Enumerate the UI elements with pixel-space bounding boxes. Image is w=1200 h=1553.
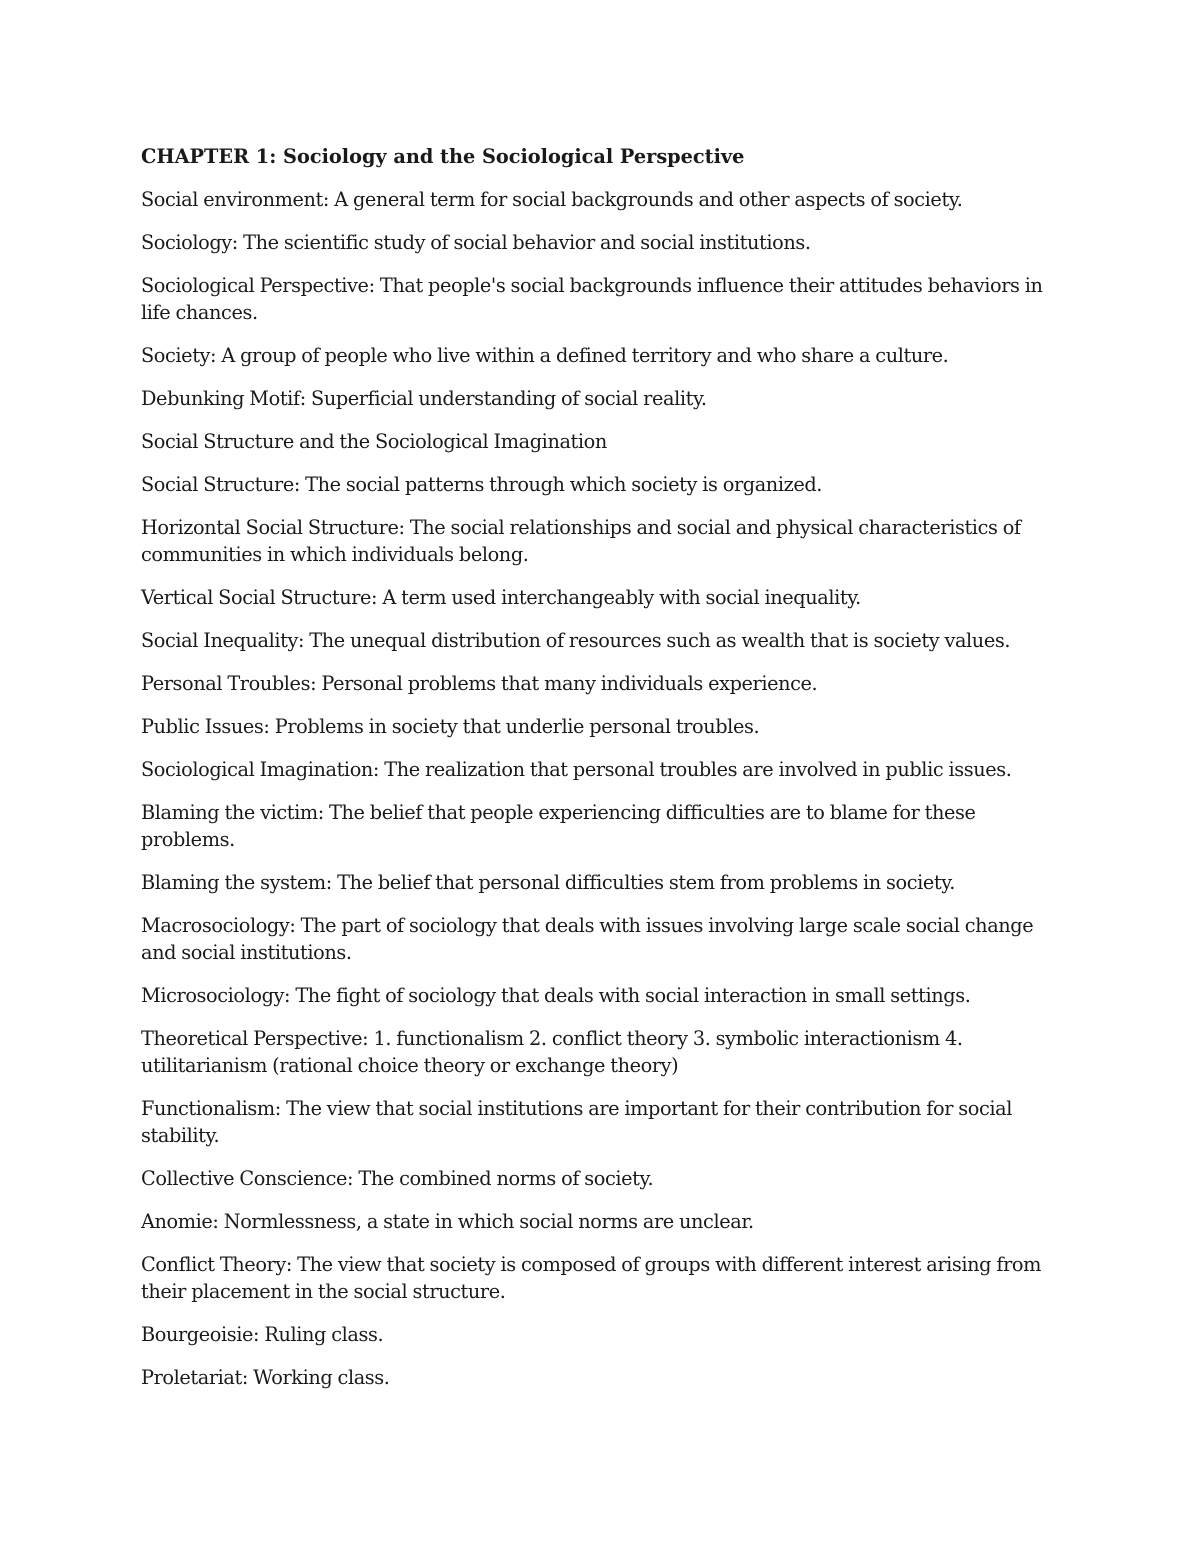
paragraph: Sociology: The scientific study of social behavior and social institutions. <box>141 231 811 254</box>
paragraph: Blaming the system: The belief that personal difficulties stem from problems in society. <box>141 871 955 894</box>
paragraph: Proletariat: Working class. <box>141 1366 390 1389</box>
paragraph: Bourgeoisie: Ruling class. <box>141 1323 384 1346</box>
paragraph: Social Structure: The social patterns through which society is organized. <box>141 473 823 496</box>
chapter-title: CHAPTER 1: Sociology and the Sociological Perspective <box>141 145 745 168</box>
paragraph: Functionalism: The view that social institutions are important for their contribution for social stability. <box>141 1097 1013 1147</box>
paragraph: Personal Troubles: Personal problems that many individuals experience. <box>141 672 818 695</box>
paragraph: Sociological Imagination: The realization that personal troubles are involved in public issues. <box>141 758 1012 781</box>
paragraph: Public Issues: Problems in society that underlie personal troubles. <box>141 715 760 738</box>
document-body <box>141 143 1061 1407</box>
paragraph: Blaming the victim: The belief that people experiencing difficulties are to blame for these problems. <box>141 801 976 851</box>
paragraph: Debunking Motif: Superficial understanding of social reality. <box>141 387 707 410</box>
paragraph: Social environment: A general term for social backgrounds and other aspects of society. <box>141 188 963 211</box>
paragraph: Sociological Perspective: That people's social backgrounds influence their attitudes behaviors in life chances. <box>141 274 1043 324</box>
paragraph: Social Inequality: The unequal distribution of resources such as wealth that is society values. <box>141 629 1011 652</box>
paragraph: Anomie: Normlessness, a state in which social norms are unclear. <box>141 1210 754 1233</box>
paragraph: Conflict Theory: The view that society is composed of groups with different interest arising from their placement in the social structure. <box>141 1253 1041 1303</box>
paragraph: Vertical Social Structure: A term used interchangeably with social inequality. <box>141 586 861 609</box>
paragraph: Horizontal Social Structure: The social relationships and social and physical characteristics of communities in which individuals belong. <box>141 516 1021 566</box>
paragraph: Collective Conscience: The combined norms of society. <box>141 1167 654 1190</box>
paragraph: Macrosociology: The part of sociology that deals with issues involving large scale social change and social institutions. <box>141 914 1034 964</box>
section-heading: Social Structure and the Sociological Imagination <box>141 430 607 453</box>
paragraph: Society: A group of people who live within a defined territory and who share a culture. <box>141 344 949 367</box>
paragraph: Theoretical Perspective: 1. functionalism 2. conflict theory 3. symbolic interactionism 4. utilitarianism (rational choice theory or exchange theory) <box>141 1027 963 1077</box>
paragraph: Microsociology: The fight of sociology that deals with social interaction in small settings. <box>141 984 971 1007</box>
